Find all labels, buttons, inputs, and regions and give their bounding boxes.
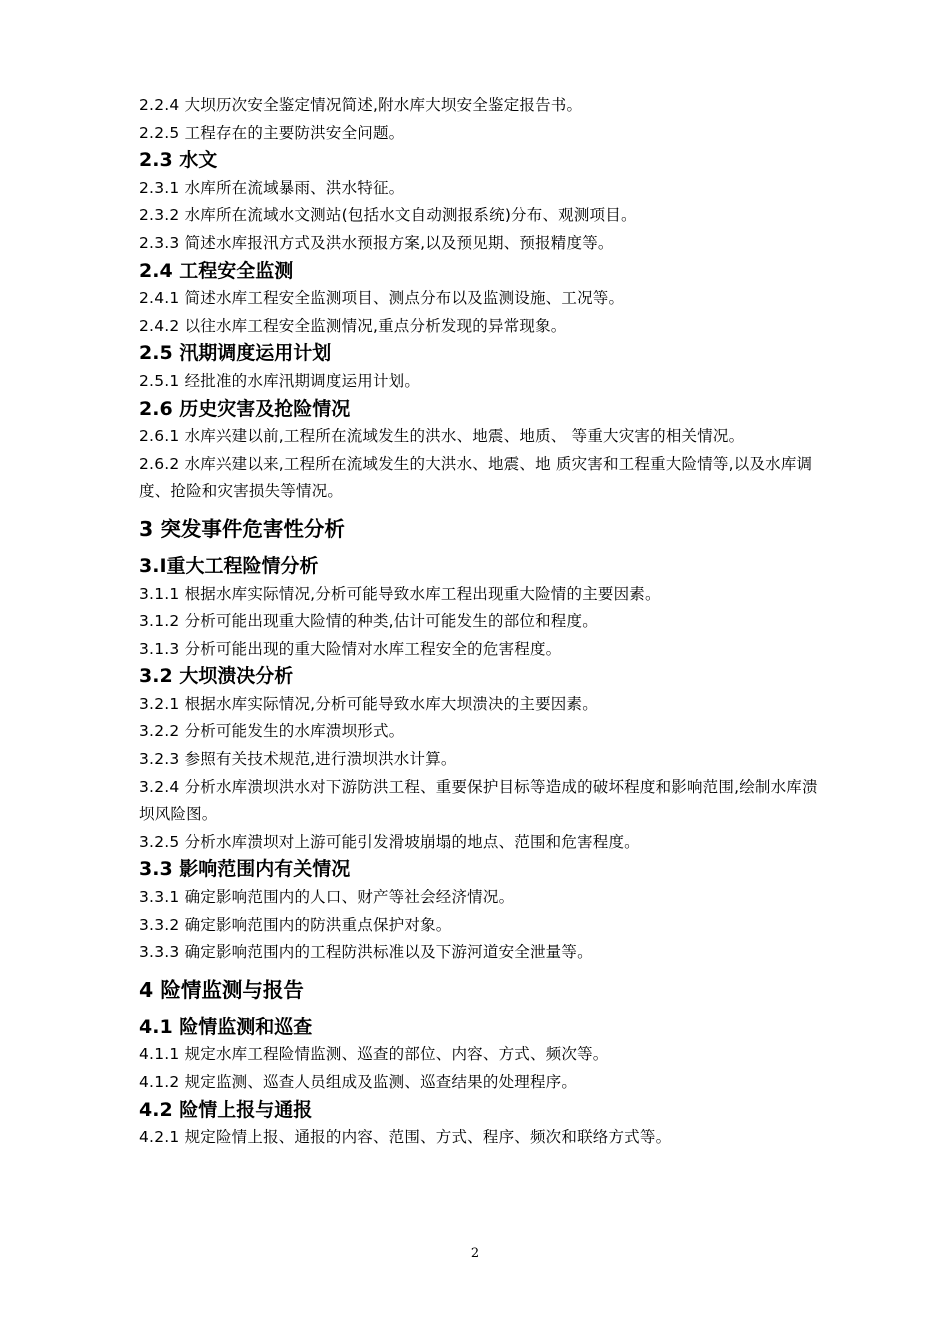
paragraph: 2.6.2 水库兴建以来,工程所在流域发生的大洪水、地震、地 质灾害和工程重大险情等,以及水库调度、抢险和灾害损失等情况。 [139, 454, 813, 501]
section-heading: 4.1 险情监测和巡查 [139, 1015, 313, 1038]
paragraph: 2.6.1 水库兴建以前,工程所在流域发生的洪水、地震、地质、 等重大灾害的相关情况。 [139, 427, 745, 446]
section-heading: 2.5 汛期调度运用计划 [139, 342, 332, 365]
list-item: 2.4.1 简述水库工程安全监测项目、测点分布以及监测设施、工况等。 [139, 289, 625, 308]
section-heading: 2.6 历史灾害及抢险情况 [139, 397, 351, 420]
list-item: 3.3.1 确定影响范围内的人口、财产等社会经济情况。 [139, 888, 515, 907]
list-item: 3.3.3 确定影响范围内的工程防洪标准以及下游河道安全泄量等。 [139, 943, 593, 962]
list-item: 3.2.2 分析可能发生的水库溃坝形式。 [139, 722, 405, 741]
list-item: 2.5.1 经批准的水库汛期调度运用计划。 [139, 371, 421, 390]
list-item: 2.4.2 以往水库工程安全监测情况,重点分析发现的异常现象。 [139, 316, 567, 335]
list-item: 3.2.3 参照有关技术规范,进行溃坝洪水计算。 [139, 750, 457, 769]
section-heading: 2.3 水文 [139, 149, 218, 172]
list-item: 4.2.1 规定险情上报、通报的内容、范围、方式、程序、频次和联络方式等。 [139, 1128, 672, 1147]
section-heading: 2.4 工程安全监测 [139, 259, 294, 282]
list-item: 3.1.3 分析可能出现的重大险情对水库工程安全的危害程度。 [139, 639, 562, 658]
section-heading: 4.2 险情上报与通报 [139, 1098, 313, 1121]
list-item: 2.3.2 水库所在流域水文测站(包括水文自动测报系统)分布、观测项目。 [139, 206, 637, 225]
chapter-heading: 4 险情监测与报告 [139, 977, 304, 1002]
list-item: 3.1.1 根据水库实际情况,分析可能导致水库工程出现重大险情的主要因素。 [139, 584, 661, 603]
list-item: 3.1.2 分析可能出现重大险情的种类,估计可能发生的部位和程度。 [139, 612, 598, 631]
list-item: 4.1.2 规定监测、巡查人员组成及监测、巡查结果的处理程序。 [139, 1073, 578, 1091]
section-heading: 3.Ⅰ重大工程险情分析 [139, 554, 319, 577]
list-item: 3.3.2 确定影响范围内的防洪重点保护对象。 [139, 915, 452, 934]
list-item: 2.2.4 大坝历次安全鉴定情况简述,附水库大坝安全鉴定报告书。 [139, 96, 583, 114]
section-heading: 3.2 大坝溃决分析 [139, 665, 294, 688]
list-item: 2.2.5 工程存在的主要防洪安全问题。 [139, 123, 405, 142]
page-number: 2 [470, 1246, 480, 1261]
chapter-heading: 3 突发事件危害性分析 [139, 516, 345, 541]
list-item: 4.1.1 规定水库工程险情监测、巡查的部位、内容、方式、频次等。 [139, 1045, 609, 1064]
section-heading: 3.3 影响范围内有关情况 [139, 858, 351, 881]
list-item: 3.2.5 分析水库溃坝对上游可能引发滑坡崩塌的地点、范围和危害程度。 [139, 832, 640, 851]
list-item: 2.3.1 水库所在流域暴雨、洪水特征。 [139, 178, 405, 197]
paragraph: 3.2.4 分析水库溃坝洪水对下游防洪工程、重要保护目标等造成的破坏程度和影响范围,绘制水库溃坝风险图。 [139, 777, 818, 824]
list-item: 3.2.1 根据水库实际情况,分析可能导致水库大坝溃决的主要因素。 [139, 694, 598, 713]
document-body [139, 92, 819, 1152]
list-item: 2.3.3 简述水库报汛方式及洪水预报方案,以及预见期、预报精度等。 [139, 233, 614, 252]
